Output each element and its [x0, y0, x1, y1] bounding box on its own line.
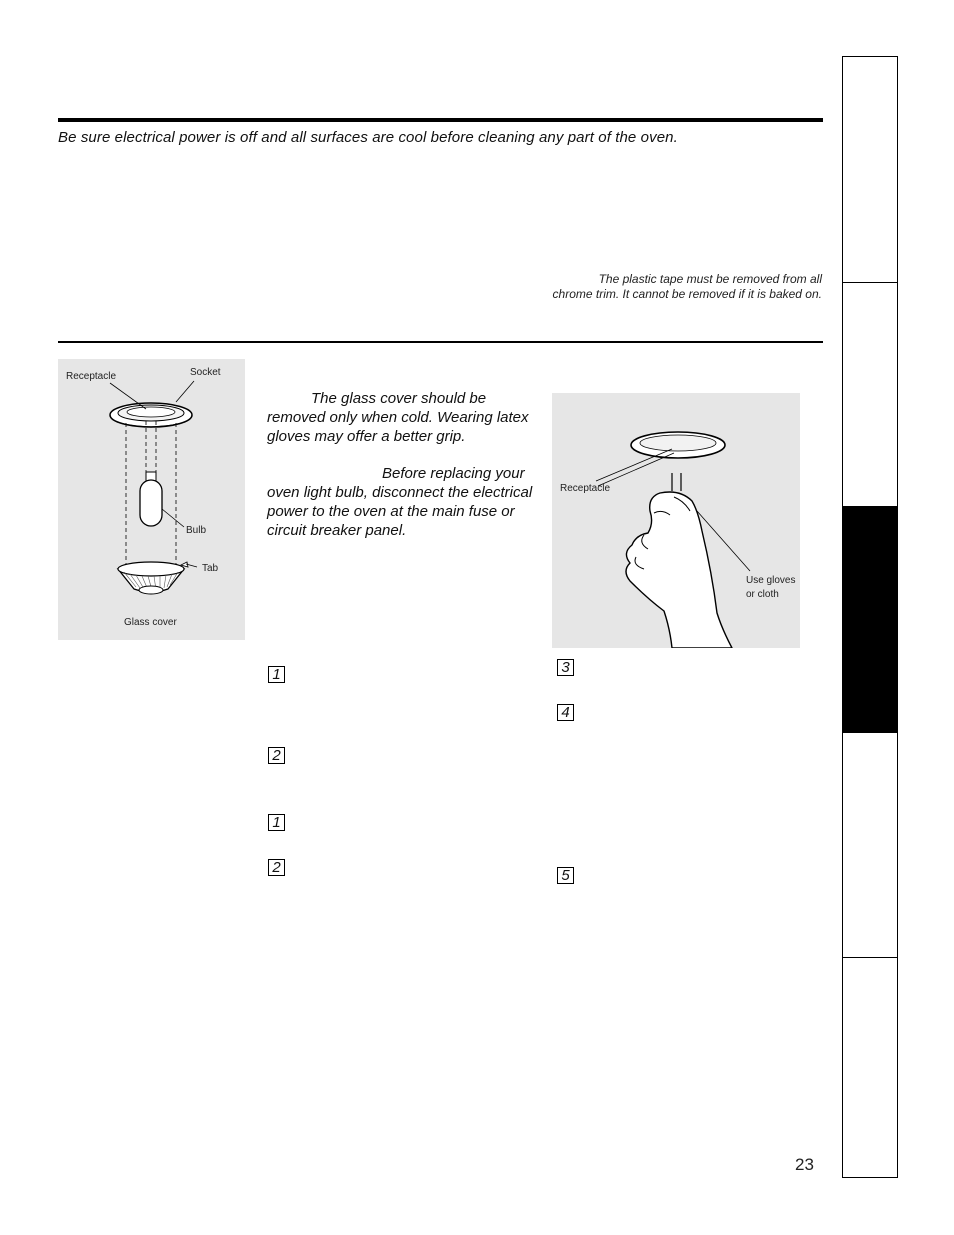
label-use-gloves [746, 574, 795, 602]
intro-paragraph-1 [267, 389, 539, 446]
step-1b-box: 1 [268, 814, 285, 831]
section-tabs [842, 56, 898, 1178]
bulb-removal-figure [552, 393, 800, 648]
safety-warning: Be sure electrical power is off and all surfaces are cool before cleaning any part of the oven. [58, 129, 678, 146]
tape-note [520, 272, 822, 302]
page-number: 23 [795, 1155, 814, 1174]
tab-3-active[interactable] [843, 506, 897, 733]
step-2-box: 2 [268, 747, 285, 764]
section-rule [58, 341, 823, 343]
label-use-gloves-line2: or cloth [746, 589, 779, 600]
light-assembly-diagram [58, 359, 245, 640]
tape-note-line1: The plastic tape must be removed from all [598, 272, 822, 286]
step-4-box: 4 [557, 704, 574, 721]
light-assembly-figure [58, 359, 245, 640]
label-receptacle: Receptacle [66, 371, 117, 382]
label-glass-cover: Glass cover [124, 617, 177, 628]
step-1-box: 1 [268, 666, 285, 683]
tab-2[interactable] [843, 282, 897, 507]
top-rule [58, 118, 823, 122]
step-5-box: 5 [557, 867, 574, 884]
step-2b-box: 2 [268, 859, 285, 876]
step-3-box: 3 [557, 659, 574, 676]
label-receptacle-2: Receptacle [560, 483, 611, 494]
label-socket: Socket [190, 367, 221, 378]
intro-text-2: Before replacing your oven light bulb, disconnect the electrical power to the oven at the main fuse or circuit breaker panel. [267, 465, 533, 539]
intro-paragraph-2 [267, 464, 539, 540]
intro-text-1: The glass cover should be removed only when cold. Wearing latex gloves may offer a better grip. [267, 390, 529, 445]
label-use-gloves-line1: Use gloves [746, 575, 796, 586]
label-bulb: Bulb [186, 525, 207, 536]
bulb-removal-illustration [552, 393, 800, 648]
label-tab: Tab [202, 563, 219, 574]
tab-1[interactable] [843, 57, 897, 283]
tab-4[interactable] [843, 732, 897, 958]
tape-note-line2: chrome trim. It cannot be removed if it is baked on. [552, 287, 822, 301]
tab-5[interactable] [843, 957, 897, 1177]
